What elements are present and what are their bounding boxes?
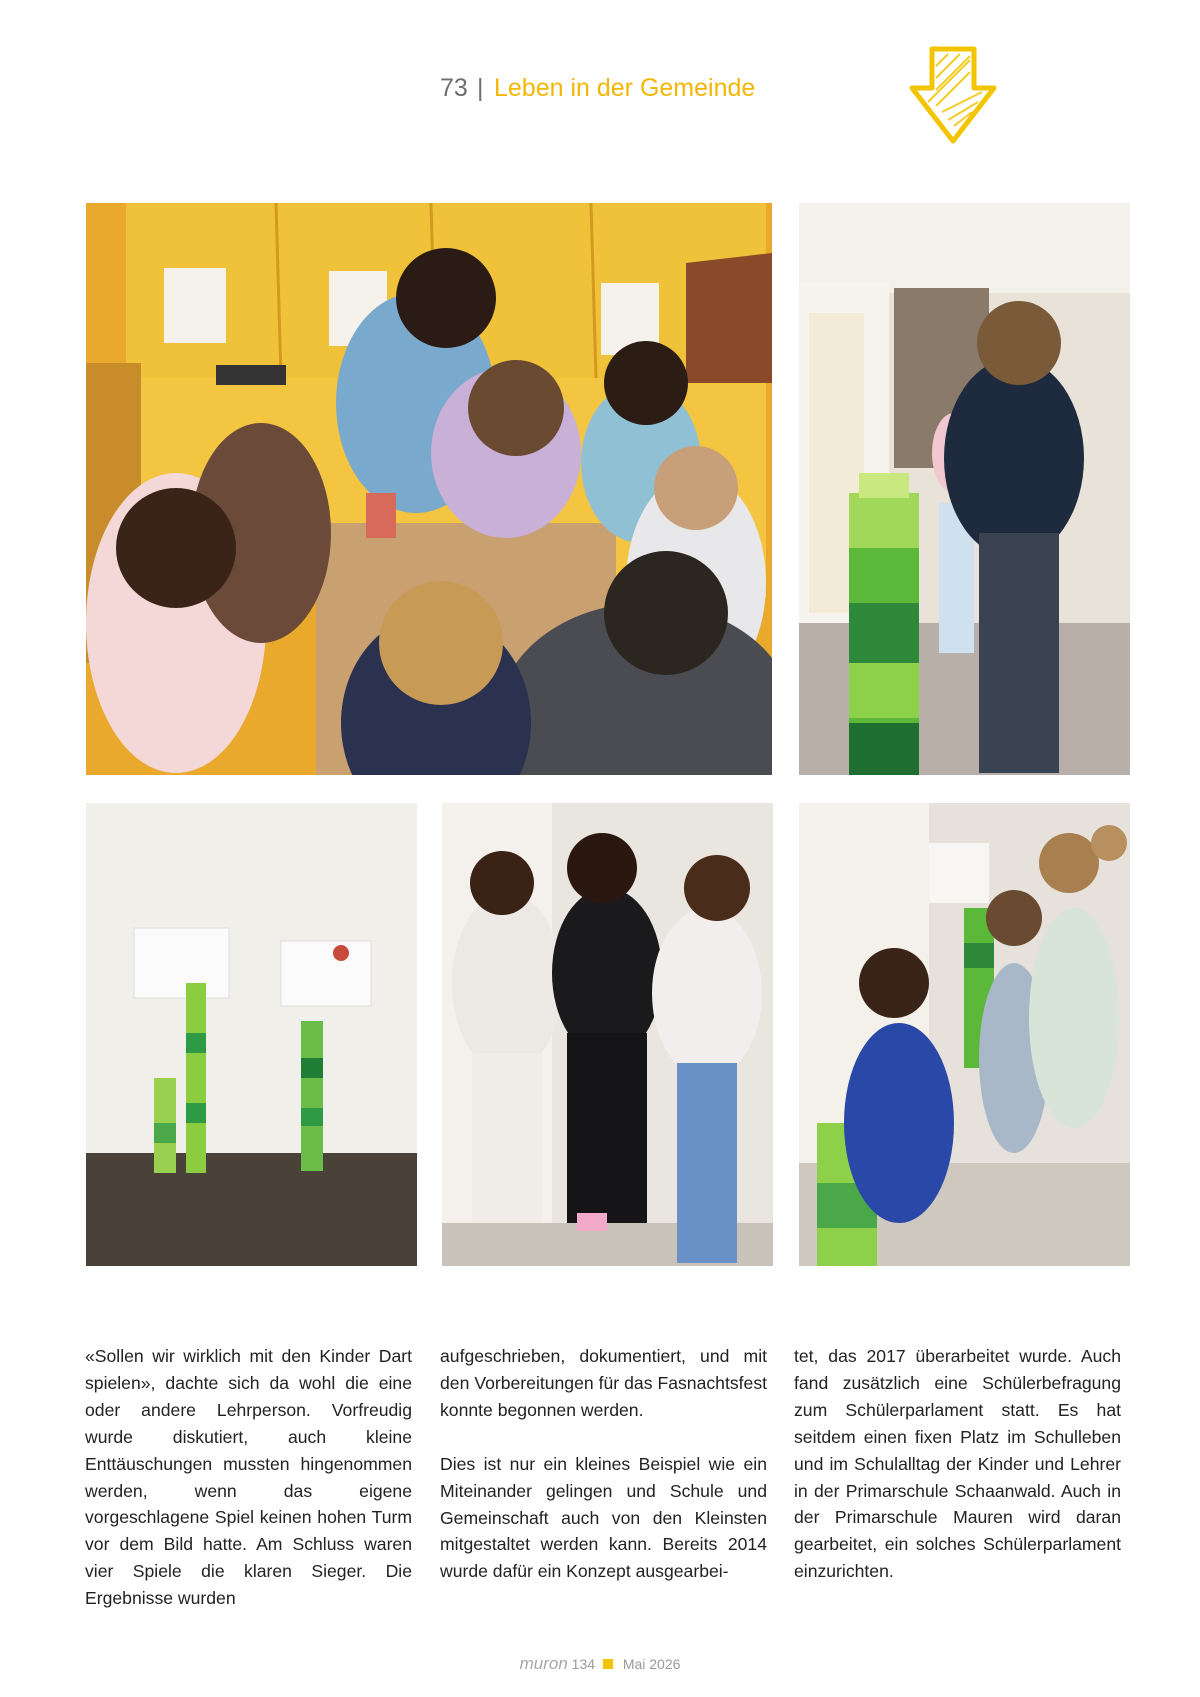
article-paragraph: aufgeschrieben, dokumentiert, und mit den Vorbereitungen für das Fasnachtsfest konnte begonnen werden. (440, 1346, 767, 1420)
article-paragraph: «Sollen wir wirklich mit den Kinder Dart spielen», dachte sich da wohl die eine oder andere Lehrperson. Vorfreudig wurde diskutiert, auch kleine Enttäuschungen mussten hingenommen werden, wenn das eigene vorgeschlagene Spiel keinen hohen Turm vor dem Bild hatte. Am Schluss waren vier Spiele die klaren Sieger. Die Ergebnisse wurden (85, 1346, 412, 1609)
page-number: 73 (440, 74, 468, 102)
article-column-2 (440, 1343, 767, 1585)
photo-three-girls (442, 803, 773, 1266)
header-separator: | (477, 74, 484, 102)
page-footer (0, 1654, 1200, 1674)
footer-date: Mai 2026 (622, 1656, 681, 1672)
down-arrow-icon (908, 46, 998, 146)
photo-children-by-wall (799, 803, 1130, 1266)
photo-children-at-table (86, 203, 772, 775)
photo-boy-with-tower (799, 203, 1130, 775)
article-column-3 (794, 1343, 1121, 1585)
footer-square-icon (603, 1659, 613, 1669)
article-paragraph: tet, das 2017 überarbeitet wurde. Auch fand zusätzlich eine Schülerbefragung zum Schülerparlament statt. Es hat seitdem einen fixen Platz im Schulleben und im Schulalltag der Kinder und Lehrer in der Primarschule Schaanwald. Auch in der Primarschule Mauren wird daran gearbeitet, ein solches Schülerparlament einzurichten. (794, 1346, 1121, 1582)
footer-brand: muron (519, 1654, 568, 1673)
photo-towers-with-drawings (86, 803, 417, 1266)
footer-issue: 134 (571, 1656, 596, 1672)
article-paragraph: Dies ist nur ein kleines Beispiel wie ein Miteinander gelingen und Schule und Gemeinschaft auch von den Kleinsten mitgestaltet werden kann. Bereits 2014 wurde dafür ein Konzept ausgearbei- (440, 1453, 767, 1582)
section-title: Leben in der Gemeinde (494, 74, 756, 102)
article-column-1 (85, 1343, 412, 1612)
page-header (0, 70, 1200, 110)
